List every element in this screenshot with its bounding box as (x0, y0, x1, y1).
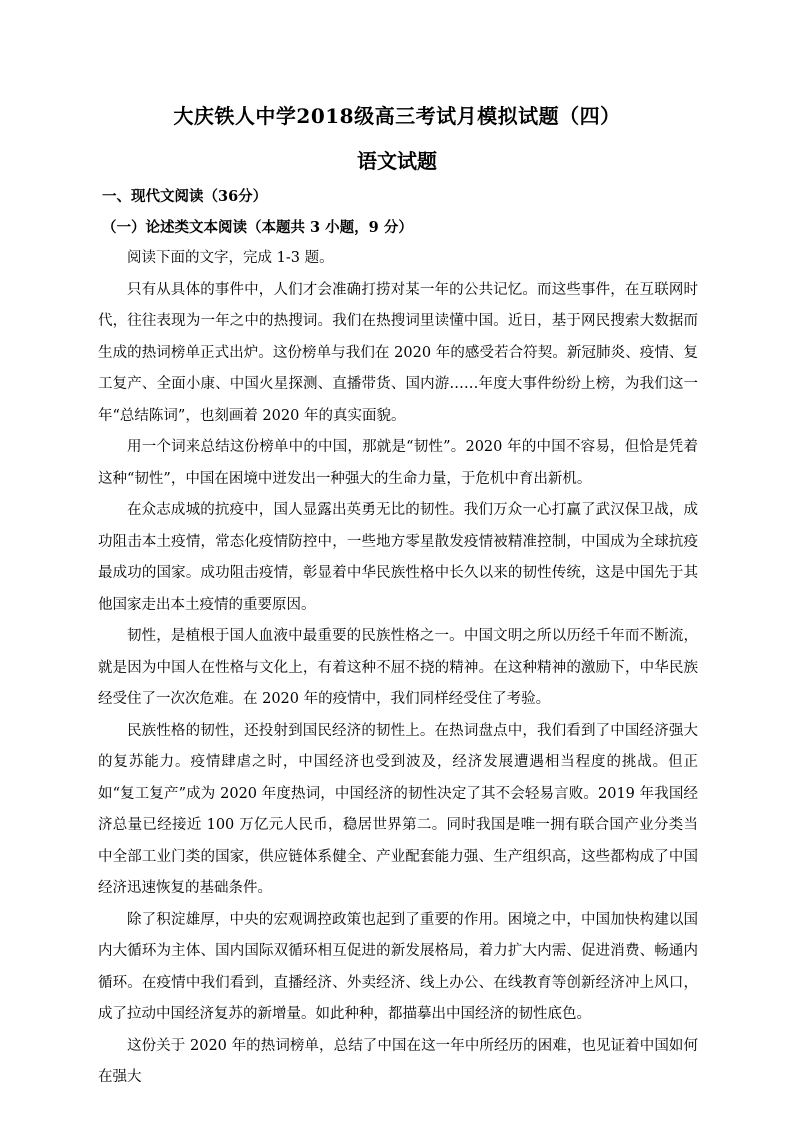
instruction-paragraph: 阅读下面的文字，完成 1-3 题。 (127, 250, 334, 266)
document-title: 大庆铁人中学2018级高三考试月模拟试题（四） (173, 104, 621, 128)
passage-paragraph-2: 用一个词来总结这份榜单中的中国，那就是“韧性”。2020 年的中国不容易，但恰是凭着这种“韧性”，中国在困境中迸发出一种强大的生命力量，于危机中育出新机。 (98, 439, 698, 487)
subsection-heading: （一）论述类文本阅读（本题共 3 小题，9 分） (102, 219, 413, 236)
passage-paragraph-6: 除了积淀雄厚，中央的宏观调控政策也起到了重要的作用。困境之中，中国加快构建以国内大循环为主体、国内国际双循环相互促进的新发展格局，着力扩大内需、促进消费、畅通内循环。在疫情中我们看到，直播经济、外卖经济、线上办公、在线教育等创新经济冲上风口，成了拉动中国经济复苏的新增量。如此种种，都描摹出中国经济的韧性底色。 (98, 911, 698, 1022)
passage-paragraph-3: 在众志成城的抗疫中，国人显露出英勇无比的韧性。我们万众一心打赢了武汉保卫战，成功阻击本土疫情，常态化疫情防控中，一些地方零星散发疫情被精准控制，中国成为全球抗疫最成功的国家。成功阻击疫情，彰显着中华民族性格中长久以来的韧性传统，这是中国先于其他国家走出本土疫情的重要原因。 (98, 502, 698, 613)
document-subtitle: 语文试题 (357, 149, 437, 173)
passage-paragraph-5: 民族性格的韧性，还投射到国民经济的韧性上。在热词盘点中，我们看到了中国经济强大的复苏能力。疫情肆虐之时，中国经济也受到波及，经济发展遭遇相当程度的挑战。但正如“复工复产”成为 2020 年度热词，中国经济的韧性决定了其不会轻易言败。2019 年我国经济总量已经接近 100 万亿元人民币，稳居世界第二。同时我国是唯一拥有联合国产业分类当中全部工业门类的国家，供应链体系健全、产业配套能力强、生产组织高，这些都构成了中国经济迅速恢复的基础条件。 (98, 722, 698, 896)
passage-paragraph-7: 这份关于 2020 年的热词榜单，总结了中国在这一年中所经历的困难，也见证着中国如何在强大 (98, 1037, 698, 1085)
reading-passage (98, 243, 698, 1094)
passage-paragraph-1: 只有从具体的事件中，人们才会准确打捞对某一年的公共记忆。而这些事件，在互联网时代，往往表现为一年之中的热搜词。我们在热搜词里读懂中国。近日，基于网民搜索大数据而生成的热词榜单正式出炉。这份榜单与我们在 2020 年的感受若合符契。新冠肺炎、疫情、复工复产、全面小康、中国火星探测、直播带货、国内游……年度大事件纷纷上榜，为我们这一年“总结陈词”，也刻画着 2020 年的真实面貌。 (98, 281, 698, 424)
passage-paragraph-4: 韧性，是植根于国人血液中最重要的民族性格之一。中国文明之所以历经千年而不断流，就是因为中国人在性格与文化上，有着这种不屈不挠的精神。在这种精神的激励下，中华民族经受住了一次次危难。在 2020 年的疫情中，我们同样经受住了考验。 (98, 628, 698, 707)
section-heading: 一、现代文阅读（36分） (102, 188, 268, 205)
